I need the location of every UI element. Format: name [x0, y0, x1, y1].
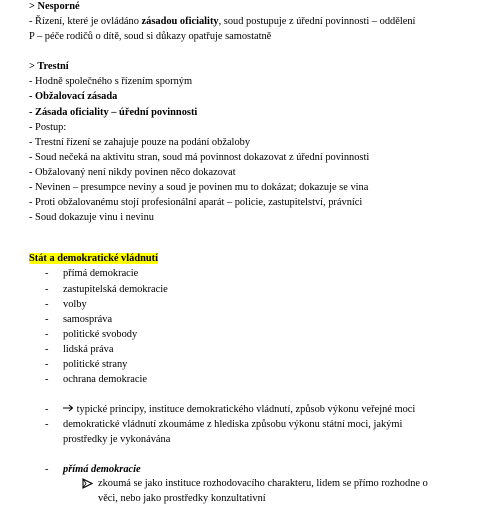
- section-heading-nesporne: > Nesporné: [29, 1, 80, 12]
- arrow-bullet-icon: [82, 478, 93, 493]
- trestni-item: - Obžalovaný není nikdy povinen něco dokazovat: [29, 167, 236, 178]
- right-arrow-icon: [63, 404, 77, 415]
- sub-heading-prima-demokracie: přímá demokracie: [63, 464, 141, 475]
- trestni-item: - Postup:: [29, 122, 67, 133]
- trestni-item: - Obžalovací zásada: [29, 91, 118, 102]
- nesporne-line-1: [29, 16, 415, 28]
- sub-item-line-2: věci, nebo jako prostředky konzultativní: [98, 493, 266, 504]
- arrow-list-item: [63, 404, 415, 416]
- sub-item-line-1: zkoumá se jako instituce rozhodovacího charakteru, lidem se přímo rozhodne o: [98, 478, 428, 489]
- nesporne-line-1-pre: - Řízení, které je ovládáno: [29, 16, 142, 27]
- stat-list-item: ochrana demokracie: [63, 374, 147, 385]
- trestni-item: - Zásada oficiality – úřední povinnosti: [29, 107, 198, 118]
- trestni-item: - Hodně společného s řízením sporným: [29, 76, 193, 87]
- trestni-item: - Proti obžalovanému stojí profesionální aparát – policie, zastupitelství, právníci: [29, 197, 363, 208]
- stat-list-item: volby: [63, 299, 87, 310]
- stat-list-item: samospráva: [63, 314, 113, 325]
- section-heading-stat: [29, 253, 158, 265]
- bullet-dash: -: [45, 419, 49, 430]
- trestni-item: - Trestní řízení se zahajuje pouze na podání obžaloby: [29, 137, 251, 148]
- nesporne-line-2: P – péče rodičů o dítě, soud si důkazy opatřuje samostatně: [29, 31, 272, 42]
- bullet-dash: -: [45, 329, 49, 340]
- paragraph-line-2: prostředky je vykonávána: [63, 434, 171, 445]
- bullet-dash: -: [45, 464, 49, 475]
- nesporne-line-1-post: , soud postupuje z úřední povinnosti – oddělení: [218, 16, 416, 27]
- stat-list-item: politické strany: [63, 359, 128, 370]
- bullet-dash: -: [45, 268, 49, 279]
- stat-list-item: lidská práva: [63, 344, 114, 355]
- bullet-dash: -: [45, 299, 49, 310]
- nesporne-line-1-bold: zásadou oficiality: [141, 16, 219, 27]
- paragraph-line-1: demokratické vládnutí zkoumáme z hlediska způsobu výkonu státní moci, jakými: [63, 419, 403, 430]
- highlighted-heading: Stát a demokratické vládnutí: [29, 253, 159, 264]
- arrow-item-text: typické principy, instituce demokratického vládnutí, způsob výkonu veřejné moci: [76, 404, 416, 415]
- stat-list-item: zastupitelská demokracie: [63, 284, 168, 295]
- bullet-dash: -: [45, 284, 49, 295]
- bullet-dash: -: [45, 404, 49, 415]
- trestni-item: - Soud nečeká na aktivitu stran, soud má povinnost dokazovat z úřední povinnosti: [29, 152, 370, 163]
- stat-list-item: politické svobody: [63, 329, 138, 340]
- section-heading-trestni: > Trestní: [29, 61, 69, 72]
- trestni-item: - Soud dokazuje vinu i nevinu: [29, 212, 154, 223]
- stat-list-item: přímá demokracie: [63, 268, 139, 279]
- bullet-dash: -: [45, 344, 49, 355]
- bullet-dash: -: [45, 374, 49, 385]
- bullet-dash: -: [45, 314, 49, 325]
- bullet-dash: -: [45, 359, 49, 370]
- trestni-item: - Nevinen – presumpce neviny a soud je povinen mu to dokázat; dokazuje se vina: [29, 182, 369, 193]
